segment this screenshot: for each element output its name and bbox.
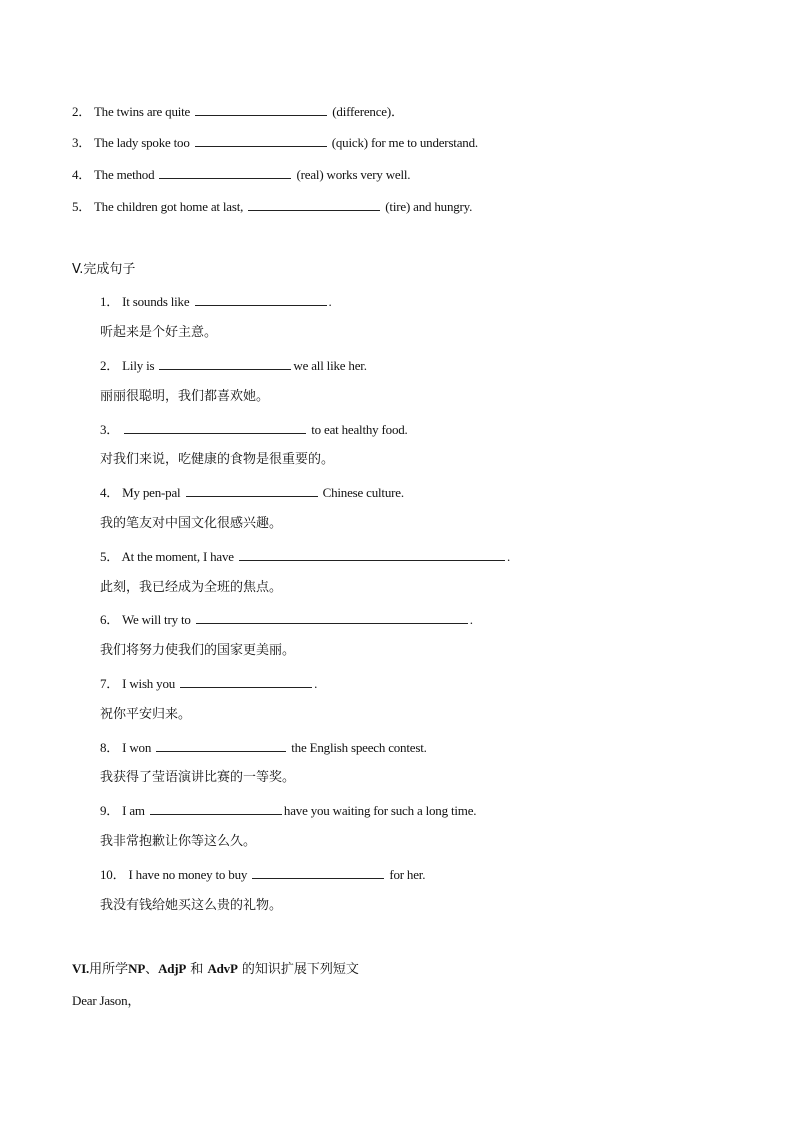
sentence-item-7	[100, 675, 317, 692]
answer-blank[interactable]	[195, 293, 327, 306]
item-text-after: (real) works very well.	[296, 167, 411, 182]
item-number: 2．	[100, 358, 120, 373]
sentence-item-9	[100, 802, 476, 819]
letter-salutation: Dear Jason，	[72, 993, 141, 1008]
answer-blank[interactable]	[150, 802, 282, 815]
item-text-after: (quick) for me to understand.	[331, 135, 478, 150]
sentence-item-10	[100, 866, 425, 883]
item-text-before: My pen-pal	[122, 485, 181, 500]
item-text-after: .	[314, 676, 318, 691]
answer-blank[interactable]	[248, 198, 380, 211]
sentence-item-2	[100, 357, 367, 374]
section-heading-vi	[72, 961, 359, 978]
sentence-item-4	[100, 484, 404, 501]
item-number: 9．	[100, 803, 120, 818]
translation-3: 对我们来说，吃健康的食物是很重要的。	[100, 452, 335, 467]
answer-blank[interactable]	[156, 739, 286, 752]
exercise-item-3	[72, 134, 478, 151]
item-number: 1．	[100, 294, 120, 309]
item-number: 2．	[72, 104, 92, 119]
item-text-after: have you waiting for such a long time.	[283, 803, 477, 818]
translation-6: 我们将努力使我们的国家更美丽。	[100, 643, 296, 658]
sentence-item-8	[100, 739, 427, 756]
item-number: 8．	[100, 740, 120, 755]
section-heading-v: V.完成句子	[72, 262, 136, 277]
item-text-after: Chinese culture.	[322, 485, 404, 500]
item-text-before: The lady spoke too	[93, 135, 190, 150]
answer-blank[interactable]	[239, 548, 505, 561]
exercise-item-2	[72, 103, 404, 120]
heading-prefix: VI.	[72, 961, 90, 976]
item-text-before: I am	[122, 803, 145, 818]
heading-text: 用所学	[89, 962, 129, 977]
item-number: 7．	[100, 676, 120, 691]
item-text-after: .	[328, 294, 332, 309]
item-text-before: The method	[93, 167, 155, 182]
item-text-before: It sounds like	[122, 294, 190, 309]
item-text-before: At the moment, I have	[121, 549, 234, 564]
translation-4: 我的笔友对中国文化很感兴趣。	[100, 516, 283, 531]
heading-text: 的知识扩展下列短文	[237, 962, 359, 977]
item-number: 6．	[100, 612, 120, 627]
answer-blank[interactable]	[196, 611, 468, 624]
item-text-before: We will try to	[121, 612, 191, 627]
item-text-before: The children got home at last,	[93, 199, 244, 214]
item-text-before: I wish you	[122, 676, 176, 691]
item-text-before: The twins are quite	[93, 104, 191, 119]
item-text-after: the English speech contest.	[291, 740, 427, 755]
exercise-item-4	[72, 166, 410, 183]
translation-7: 祝你平安归来。	[100, 707, 192, 722]
item-text-after: .	[469, 612, 473, 627]
heading-adjp: AdjP	[158, 961, 187, 976]
exercise-item-5	[72, 198, 472, 215]
translation-8: 我获得了莹语演讲比赛的一等奖。	[100, 770, 296, 785]
item-text-before: I have no money to buy	[128, 867, 248, 882]
answer-blank[interactable]	[195, 134, 327, 147]
item-text-before: I won	[122, 740, 152, 755]
answer-blank[interactable]	[124, 421, 306, 434]
sentence-item-1	[100, 293, 332, 310]
item-number: 3．	[100, 422, 120, 437]
item-number: 3．	[72, 135, 92, 150]
sentence-item-6	[100, 611, 473, 628]
item-number: 5．	[72, 199, 92, 214]
item-text-after: (tire) and hungry.	[385, 199, 473, 214]
item-number: 4．	[72, 167, 92, 182]
answer-blank[interactable]	[252, 866, 384, 879]
sentence-item-5	[100, 548, 510, 565]
item-text-after: for her.	[389, 867, 426, 882]
translation-9: 我非常抱歉让你等这么久。	[100, 834, 257, 849]
item-text-after: we all like her.	[293, 358, 367, 373]
answer-blank[interactable]	[159, 166, 291, 179]
translation-10: 我没有钱给她买这么贵的礼物。	[100, 898, 283, 913]
item-number: 4．	[100, 485, 120, 500]
translation-2: 丽丽很聪明，我们都喜欢她。	[100, 389, 270, 404]
item-text-after: (difference)．	[332, 104, 404, 119]
heading-text: 和	[186, 962, 208, 977]
item-text-before: Lily is	[122, 358, 155, 373]
heading-np: NP	[128, 961, 146, 976]
answer-blank[interactable]	[159, 357, 291, 370]
item-text-after: to eat healthy food.	[311, 422, 408, 437]
answer-blank[interactable]	[180, 675, 312, 688]
answer-blank[interactable]	[195, 103, 327, 116]
heading-advp: AdvP	[207, 961, 238, 976]
item-text-after: .	[506, 549, 510, 564]
item-number: 5．	[100, 549, 120, 564]
heading-text: 、	[145, 962, 159, 977]
sentence-item-3	[100, 421, 408, 438]
translation-5: 此刻，我已经成为全班的焦点。	[100, 580, 283, 595]
answer-blank[interactable]	[186, 484, 318, 497]
translation-1: 听起来是个好主意。	[100, 325, 218, 340]
item-number: 10．	[100, 867, 126, 882]
